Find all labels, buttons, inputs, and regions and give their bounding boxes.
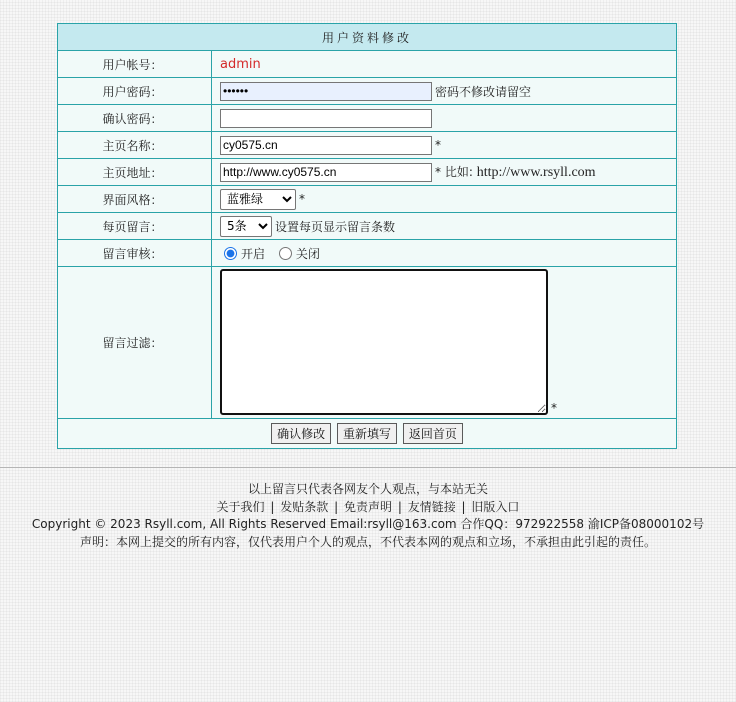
footer-divider <box>0 467 736 468</box>
style-label: 界面风格： <box>102 192 163 207</box>
password-label: 用户密码： <box>102 84 163 99</box>
confirm-password-label: 确认密码： <box>102 111 163 126</box>
button-row <box>58 419 677 449</box>
footer-links <box>0 499 736 517</box>
review-off-label: 关闭 <box>295 246 320 261</box>
account-value: admin <box>220 56 261 72</box>
profile-form-table <box>57 23 677 449</box>
per-page-row <box>58 213 677 240</box>
password-hint: 密码不修改请留空 <box>435 84 532 99</box>
filter-row <box>58 267 677 419</box>
footer-disclaimer: 以上留言只代表各网友个人观点，与本站无关 <box>247 482 488 496</box>
account-label: 用户帐号： <box>102 57 163 72</box>
filter-textarea[interactable] <box>220 269 548 415</box>
review-off-radio[interactable] <box>279 247 292 260</box>
account-row <box>58 51 677 78</box>
homepage-name-required-mark: * <box>435 138 441 152</box>
homepage-name-row <box>58 132 677 159</box>
review-on-option[interactable] <box>220 245 265 262</box>
password-row <box>58 78 677 105</box>
footer-link-terms[interactable]: 发贴条款 <box>280 499 329 514</box>
homepage-url-hint-prefix: * 比如: <box>435 165 477 179</box>
footer <box>0 481 736 551</box>
submit-button[interactable]: 确认修改 <box>271 423 331 444</box>
filter-label: 留言过滤： <box>102 336 163 350</box>
per-page-select[interactable] <box>220 216 272 237</box>
footer-link-disclaimer[interactable]: 免责声明 <box>343 499 392 514</box>
footer-link-separator: | <box>334 499 339 514</box>
review-label: 留言审核： <box>102 246 163 261</box>
review-on-label: 开启 <box>241 246 266 261</box>
review-off-option[interactable] <box>275 245 320 262</box>
style-row <box>58 186 677 213</box>
homepage-name-label: 主页名称： <box>102 138 163 153</box>
review-on-radio[interactable] <box>224 247 237 260</box>
footer-statement: 声明：本网上提交的所有内容，仅代表用户个人的观点，不代表本网的观点和立场，不承担由此引起的责任。 <box>79 534 656 549</box>
footer-link-separator: | <box>270 499 275 514</box>
back-home-button[interactable]: 返回首页 <box>403 423 463 444</box>
filter-required-mark: * <box>551 401 557 415</box>
confirm-password-input[interactable] <box>220 109 432 128</box>
style-select[interactable] <box>220 189 296 210</box>
confirm-password-row <box>58 105 677 132</box>
review-row <box>58 240 677 267</box>
reset-button[interactable]: 重新填写 <box>337 423 397 444</box>
footer-link-separator: | <box>461 499 466 514</box>
password-input[interactable] <box>220 82 432 101</box>
style-required-mark: * <box>299 192 305 206</box>
homepage-url-input[interactable] <box>220 163 432 182</box>
per-page-hint: 设置每页显示留言条数 <box>275 219 396 234</box>
footer-link-old-version[interactable]: 旧版入口 <box>471 499 520 514</box>
footer-link-about[interactable]: 关于我们 <box>216 499 265 514</box>
homepage-url-hint-example: http://www.rsyll.com <box>476 165 596 180</box>
homepage-name-input[interactable] <box>220 136 432 155</box>
footer-copyright: Copyright © 2023 Rsyll.com, All Rights Reserved Email:rsyll@163.com 合作QQ：972922558 渝ICP备08000102号 <box>31 517 705 531</box>
form-title: 用户资料修改 <box>58 24 677 51</box>
homepage-url-hint <box>435 165 596 179</box>
homepage-url-label: 主页地址： <box>102 165 163 180</box>
per-page-label: 每页留言： <box>102 219 163 234</box>
homepage-url-row <box>58 159 677 186</box>
footer-link-separator: | <box>397 499 402 514</box>
footer-link-friends[interactable]: 友情链接 <box>407 499 456 514</box>
